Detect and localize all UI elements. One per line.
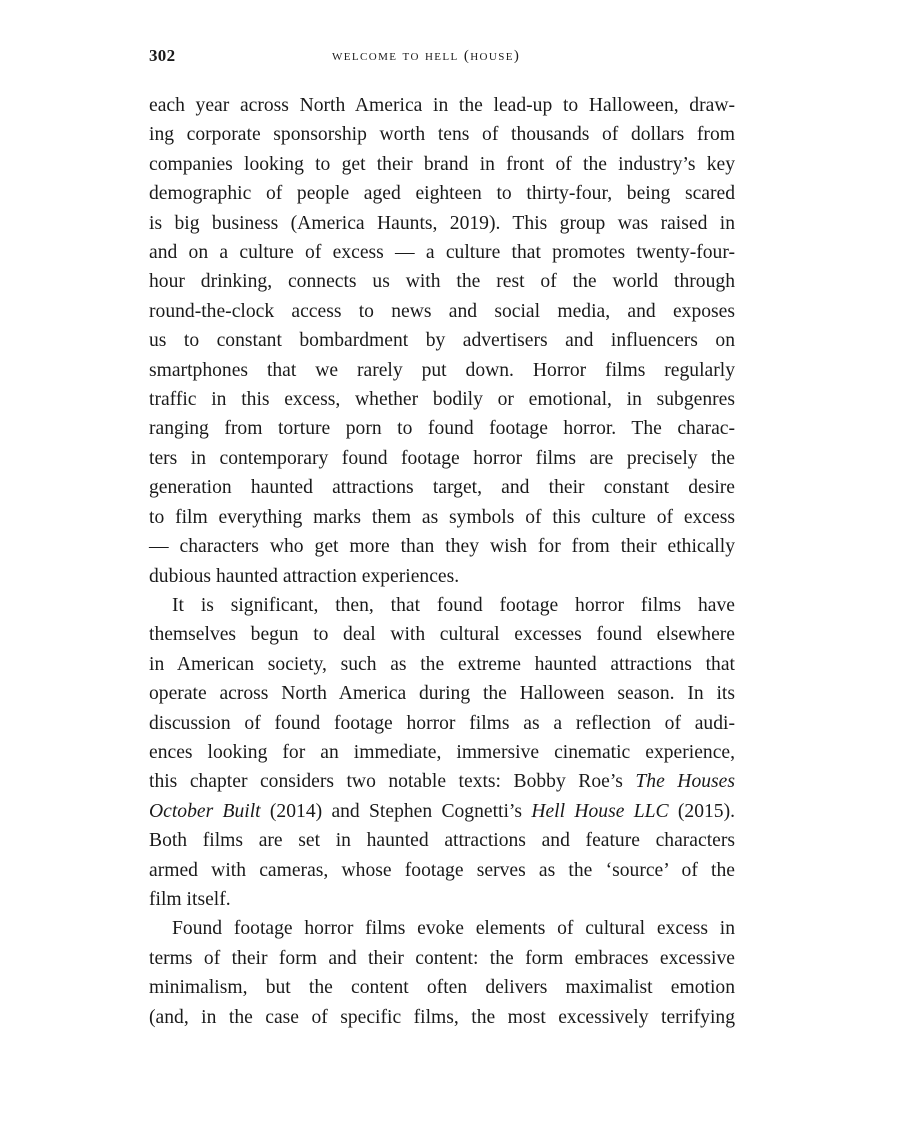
text-line: demographic of people aged eighteen to thirty-four, being scared xyxy=(149,183,735,205)
text-line: to film everything marks them as symbols of this culture of excess xyxy=(149,506,735,528)
text-line: is big business (America Haunts, 2019). This group was raised in xyxy=(149,212,735,234)
text-line: ences looking for an immediate, immersive cinematic experience, xyxy=(149,741,735,763)
text-line: (and, in the case of specific films, the most excessively terrifying xyxy=(149,1006,735,1028)
text-line: us to constant bombardment by advertisers and influencers on xyxy=(149,330,735,352)
body-text xyxy=(149,91,735,1032)
text-segment: (2015). xyxy=(668,800,736,822)
page-header xyxy=(149,44,735,68)
text-line: Both films are set in haunted attractions and feature characters xyxy=(149,830,735,852)
text-line: ters in contemporary found footage horror films are precisely the xyxy=(149,447,735,469)
text-line-with-title xyxy=(149,797,735,826)
text-line: film itself. xyxy=(149,888,231,910)
text-line: Found footage horror films evoke elements of cultural excess in xyxy=(172,918,735,940)
text-line: It is significant, then, that found footage horror films have xyxy=(172,594,735,616)
text-line: ing corporate sponsorship worth tens of thousands of dollars from xyxy=(149,124,735,146)
text-line: minimalism, but the content often delivers maximalist emotion xyxy=(149,977,735,999)
text-line: themselves begun to deal with cultural excesses found elsewhere xyxy=(149,624,735,646)
text-line: armed with cameras, whose footage serves as the ‘source’ of the xyxy=(149,859,735,881)
page-number: 302 xyxy=(149,46,176,65)
text-line: smartphones that we rarely put down. Horror films regularly xyxy=(149,359,735,381)
text-line: dubious haunted attraction experiences. xyxy=(149,565,460,587)
film-title-italic: October Built xyxy=(149,800,261,822)
text-line: — characters who get more than they wish for from their ethically xyxy=(149,536,735,558)
running-head: welcome to hell (house) xyxy=(332,48,521,64)
text-line: generation haunted attractions target, and their constant desire xyxy=(149,477,735,499)
paragraph-1 xyxy=(149,91,735,591)
text-line: discussion of found footage horror films as a reflection of audi- xyxy=(149,712,735,734)
text-line: ranging from torture porn to found footage horror. The charac- xyxy=(149,418,735,440)
text-segment: this chapter considers two notable texts: Bobby Roe’s xyxy=(149,771,636,793)
film-title-italic: Hell House LLC xyxy=(531,800,669,822)
text-line: traffic in this excess, whether bodily or emotional, in subgenres xyxy=(149,389,735,411)
text-line-with-title xyxy=(149,767,735,796)
text-line: hour drinking, connects us with the rest of the world through xyxy=(149,271,735,293)
text-line: each year across North America in the lead-up to Halloween, draw- xyxy=(149,95,735,116)
text-segment: (2014) and Stephen Cognetti’s xyxy=(260,800,532,822)
text-line: companies looking to get their brand in front of the industry’s key xyxy=(149,153,735,175)
text-line: and on a culture of excess — a culture that promotes twenty-four- xyxy=(149,242,735,264)
text-line: operate across North America during the Halloween season. In its xyxy=(149,683,735,705)
paragraph-2 xyxy=(149,591,735,914)
text-line: round-the-clock access to news and social media, and exposes xyxy=(149,300,735,322)
paragraph-3 xyxy=(149,914,735,1032)
text-line: terms of their form and their content: the form embraces excessive xyxy=(149,947,735,969)
film-title-italic: The Houses xyxy=(635,771,735,793)
text-line: in American society, such as the extreme haunted attractions that xyxy=(149,653,735,675)
